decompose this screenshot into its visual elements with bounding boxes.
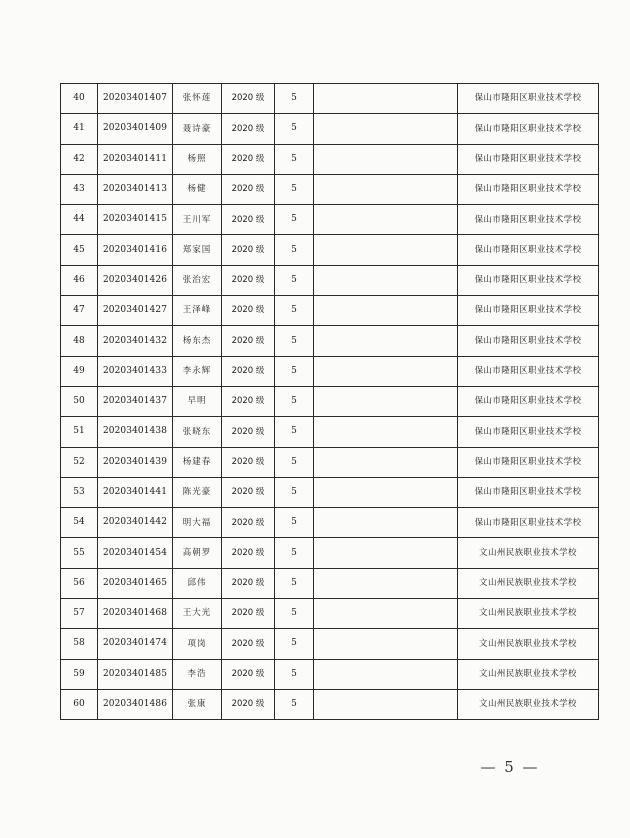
table-row — [61, 296, 599, 326]
student-id-cell: 20203401437 — [98, 386, 173, 416]
school-cell: 保山市隆阳区职业技术学校 — [458, 356, 599, 386]
empty-cell — [314, 235, 458, 265]
student-name-cell: 张康 — [173, 689, 222, 719]
row-number-cell: 49 — [61, 356, 98, 386]
score-cell: 5 — [275, 84, 314, 114]
student-name-cell: 杨东杰 — [173, 326, 222, 356]
student-id-cell: 20203401413 — [98, 174, 173, 204]
row-number-cell: 51 — [61, 417, 98, 447]
empty-cell — [314, 205, 458, 235]
school-cell: 保山市隆阳区职业技术学校 — [458, 508, 599, 538]
row-number-cell: 40 — [61, 84, 98, 114]
student-roster-table — [60, 83, 599, 720]
row-number-cell: 48 — [61, 326, 98, 356]
empty-cell — [314, 386, 458, 416]
grade-cell: 2020 级 — [222, 599, 275, 629]
grade-cell: 2020 级 — [222, 386, 275, 416]
score-cell: 5 — [275, 265, 314, 295]
row-number-cell: 45 — [61, 235, 98, 265]
table-row — [61, 174, 599, 204]
student-name-cell: 杨健 — [173, 174, 222, 204]
school-cell: 文山州民族职业技术学校 — [458, 538, 599, 568]
table-row — [61, 477, 599, 507]
student-id-cell: 20203401439 — [98, 447, 173, 477]
school-cell: 文山州民族职业技术学校 — [458, 629, 599, 659]
grade-cell: 2020 级 — [222, 477, 275, 507]
student-name-cell: 聂诗豪 — [173, 114, 222, 144]
student-name-cell: 早明 — [173, 386, 222, 416]
student-name-cell: 张怀莲 — [173, 84, 222, 114]
student-id-cell: 20203401411 — [98, 144, 173, 174]
student-id-cell: 20203401427 — [98, 296, 173, 326]
row-number-cell: 47 — [61, 296, 98, 326]
empty-cell — [314, 538, 458, 568]
score-cell: 5 — [275, 235, 314, 265]
table-row — [61, 326, 599, 356]
row-number-cell: 41 — [61, 114, 98, 144]
row-number-cell: 44 — [61, 205, 98, 235]
student-name-cell: 李永辉 — [173, 356, 222, 386]
empty-cell — [314, 629, 458, 659]
table-row — [61, 144, 599, 174]
empty-cell — [314, 356, 458, 386]
student-name-cell: 王大光 — [173, 599, 222, 629]
grade-cell: 2020 级 — [222, 689, 275, 719]
school-cell: 保山市隆阳区职业技术学校 — [458, 447, 599, 477]
grade-cell: 2020 级 — [222, 84, 275, 114]
student-id-cell: 20203401442 — [98, 508, 173, 538]
table-row — [61, 265, 599, 295]
student-name-cell: 郑家国 — [173, 235, 222, 265]
student-id-cell: 20203401407 — [98, 84, 173, 114]
school-cell: 保山市隆阳区职业技术学校 — [458, 144, 599, 174]
student-name-cell: 明大福 — [173, 508, 222, 538]
table-row — [61, 417, 599, 447]
row-number-cell: 57 — [61, 599, 98, 629]
grade-cell: 2020 级 — [222, 296, 275, 326]
student-id-cell: 20203401474 — [98, 629, 173, 659]
student-id-cell: 20203401465 — [98, 568, 173, 598]
score-cell: 5 — [275, 386, 314, 416]
table-row — [61, 84, 599, 114]
score-cell: 5 — [275, 114, 314, 144]
roster-table-body — [61, 84, 599, 720]
student-name-cell: 张晓东 — [173, 417, 222, 447]
empty-cell — [314, 417, 458, 447]
grade-cell: 2020 级 — [222, 629, 275, 659]
score-cell: 5 — [275, 599, 314, 629]
school-cell: 文山州民族职业技术学校 — [458, 659, 599, 689]
grade-cell: 2020 级 — [222, 568, 275, 598]
row-number-cell: 54 — [61, 508, 98, 538]
table-row — [61, 599, 599, 629]
student-id-cell: 20203401426 — [98, 265, 173, 295]
grade-cell: 2020 级 — [222, 659, 275, 689]
school-cell: 保山市隆阳区职业技术学校 — [458, 477, 599, 507]
empty-cell — [314, 568, 458, 598]
student-id-cell: 20203401416 — [98, 235, 173, 265]
row-number-cell: 58 — [61, 629, 98, 659]
student-name-cell: 王川军 — [173, 205, 222, 235]
table-row — [61, 538, 599, 568]
score-cell: 5 — [275, 417, 314, 447]
empty-cell — [314, 144, 458, 174]
score-cell: 5 — [275, 205, 314, 235]
student-id-cell: 20203401441 — [98, 477, 173, 507]
empty-cell — [314, 508, 458, 538]
grade-cell: 2020 级 — [222, 174, 275, 204]
student-name-cell: 高朝罗 — [173, 538, 222, 568]
table-row — [61, 205, 599, 235]
student-name-cell: 陈光豪 — [173, 477, 222, 507]
student-name-cell: 杨建春 — [173, 447, 222, 477]
score-cell: 5 — [275, 447, 314, 477]
score-cell: 5 — [275, 689, 314, 719]
row-number-cell: 50 — [61, 386, 98, 416]
student-id-cell: 20203401468 — [98, 599, 173, 629]
table-row — [61, 629, 599, 659]
grade-cell: 2020 级 — [222, 508, 275, 538]
school-cell: 保山市隆阳区职业技术学校 — [458, 174, 599, 204]
score-cell: 5 — [275, 296, 314, 326]
school-cell: 保山市隆阳区职业技术学校 — [458, 326, 599, 356]
student-name-cell: 邱伟 — [173, 568, 222, 598]
row-number-cell: 52 — [61, 447, 98, 477]
student-id-cell: 20203401485 — [98, 659, 173, 689]
school-cell: 保山市隆阳区职业技术学校 — [458, 205, 599, 235]
score-cell: 5 — [275, 659, 314, 689]
grade-cell: 2020 级 — [222, 265, 275, 295]
empty-cell — [314, 265, 458, 295]
empty-cell — [314, 84, 458, 114]
score-cell: 5 — [275, 356, 314, 386]
score-cell: 5 — [275, 174, 314, 204]
page-number: — 5 — — [480, 758, 540, 776]
student-name-cell: 杨照 — [173, 144, 222, 174]
school-cell: 保山市隆阳区职业技术学校 — [458, 84, 599, 114]
school-cell: 保山市隆阳区职业技术学校 — [458, 386, 599, 416]
grade-cell: 2020 级 — [222, 417, 275, 447]
student-id-cell: 20203401433 — [98, 356, 173, 386]
empty-cell — [314, 599, 458, 629]
table-row — [61, 114, 599, 144]
empty-cell — [314, 447, 458, 477]
school-cell: 文山州民族职业技术学校 — [458, 599, 599, 629]
table-row — [61, 235, 599, 265]
student-name-cell: 王泽峰 — [173, 296, 222, 326]
student-name-cell: 李浩 — [173, 659, 222, 689]
student-id-cell: 20203401438 — [98, 417, 173, 447]
school-cell: 保山市隆阳区职业技术学校 — [458, 235, 599, 265]
grade-cell: 2020 级 — [222, 235, 275, 265]
grade-cell: 2020 级 — [222, 144, 275, 174]
row-number-cell: 53 — [61, 477, 98, 507]
score-cell: 5 — [275, 538, 314, 568]
grade-cell: 2020 级 — [222, 447, 275, 477]
row-number-cell: 43 — [61, 174, 98, 204]
score-cell: 5 — [275, 629, 314, 659]
school-cell: 保山市隆阳区职业技术学校 — [458, 296, 599, 326]
score-cell: 5 — [275, 477, 314, 507]
table-row — [61, 659, 599, 689]
student-id-cell: 20203401454 — [98, 538, 173, 568]
empty-cell — [314, 114, 458, 144]
empty-cell — [314, 477, 458, 507]
grade-cell: 2020 级 — [222, 538, 275, 568]
school-cell: 保山市隆阳区职业技术学校 — [458, 114, 599, 144]
student-id-cell: 20203401415 — [98, 205, 173, 235]
school-cell: 保山市隆阳区职业技术学校 — [458, 417, 599, 447]
grade-cell: 2020 级 — [222, 205, 275, 235]
school-cell: 保山市隆阳区职业技术学校 — [458, 265, 599, 295]
row-number-cell: 60 — [61, 689, 98, 719]
student-name-cell: 张治宏 — [173, 265, 222, 295]
table-row — [61, 508, 599, 538]
grade-cell: 2020 级 — [222, 356, 275, 386]
score-cell: 5 — [275, 326, 314, 356]
grade-cell: 2020 级 — [222, 114, 275, 144]
school-cell: 文山州民族职业技术学校 — [458, 568, 599, 598]
table-row — [61, 356, 599, 386]
row-number-cell: 55 — [61, 538, 98, 568]
score-cell: 5 — [275, 508, 314, 538]
score-cell: 5 — [275, 568, 314, 598]
row-number-cell: 42 — [61, 144, 98, 174]
row-number-cell: 59 — [61, 659, 98, 689]
table-row — [61, 386, 599, 416]
empty-cell — [314, 174, 458, 204]
grade-cell: 2020 级 — [222, 326, 275, 356]
school-cell: 文山州民族职业技术学校 — [458, 689, 599, 719]
score-cell: 5 — [275, 144, 314, 174]
empty-cell — [314, 689, 458, 719]
table-row — [61, 447, 599, 477]
empty-cell — [314, 659, 458, 689]
student-id-cell: 20203401486 — [98, 689, 173, 719]
row-number-cell: 46 — [61, 265, 98, 295]
row-number-cell: 56 — [61, 568, 98, 598]
empty-cell — [314, 296, 458, 326]
student-id-cell: 20203401432 — [98, 326, 173, 356]
table-row — [61, 689, 599, 719]
empty-cell — [314, 326, 458, 356]
student-name-cell: 项岗 — [173, 629, 222, 659]
table-row — [61, 568, 599, 598]
student-id-cell: 20203401409 — [98, 114, 173, 144]
